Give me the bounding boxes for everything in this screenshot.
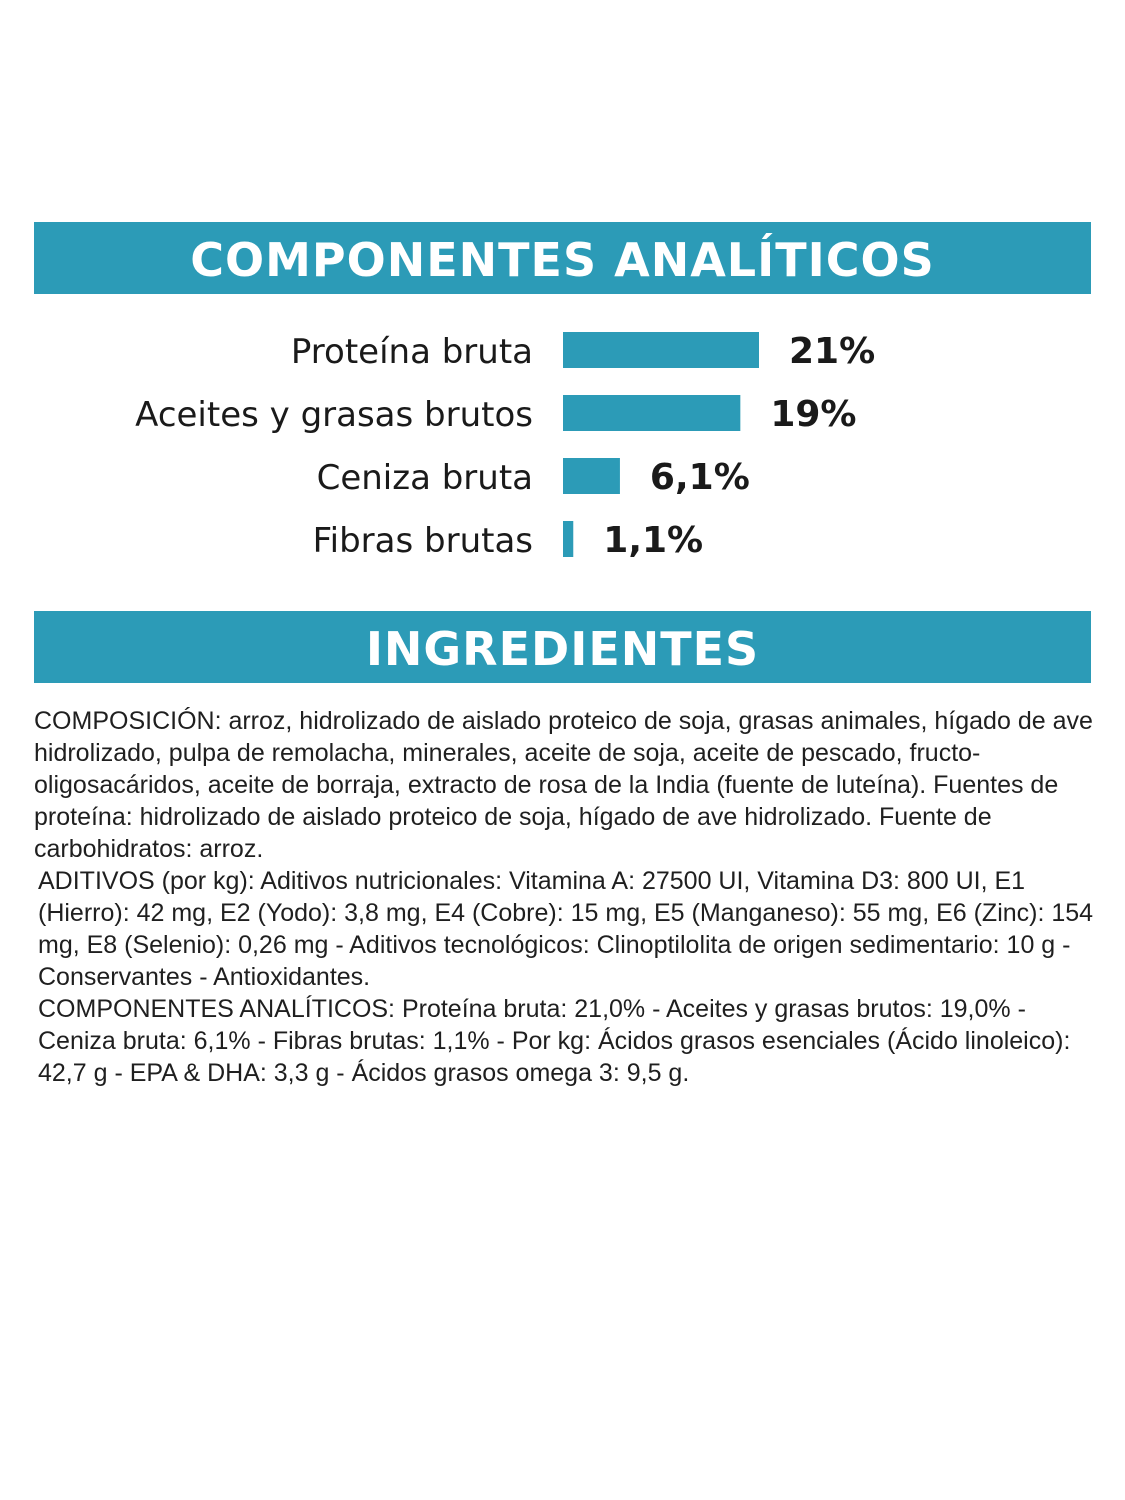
bar [563,458,620,494]
value-label: 1,1% [603,520,704,561]
bar [563,521,573,557]
analytical-components-header: COMPONENTES ANALÍTICOS [34,222,1091,294]
category-label: Aceites y grasas brutos [135,395,533,435]
category-label: Fibras brutas [312,521,533,561]
bar [563,395,740,431]
category-label: Ceniza bruta [316,458,533,498]
analytical-bar-chart [0,315,1125,585]
ingredients-header: INGREDIENTES [34,611,1091,683]
category-label: Proteína bruta [290,332,533,372]
value-label: 21% [789,331,876,372]
analytical-paragraph: COMPONENTES ANALÍTICOS: Proteína bruta: 21,0% - Aceites y grasas brutos: 19,0% - Ceniza bruta: 6,1% - Fibras brutas: 1,1% - Por kg: Ácidos grasos esenciales (Ácido linoleico): 42,7 g - EPA & DHA: 3,3 g - Ácidos grasos omega 3: 9,5 g. [38,995,1071,1087]
value-label: 19% [770,394,857,435]
additives-paragraph: ADITIVOS (por kg): Aditivos nutricionales: Vitamina A: 27500 UI, Vitamina D3: 800 UI, E1 (Hierro): 42 mg, E2 (Yodo): 3,8 mg, E4 (Cobre): 15 mg, E5 (Manganeso): 55 mg, E6 (Zinc): 154 mg, E8 (Selenio): 0,26 mg - Aditivos tecnológicos: Clinoptilolita de origen sedimentario: 10 g - Conservantes - Antioxidantes. [38,867,1094,991]
bar [563,332,759,368]
value-label: 6,1% [649,457,750,498]
composition-paragraph: COMPOSICIÓN: arroz, hidrolizado de aislado proteico de soja, grasas animales, hígado de ave hidrolizado, pulpa de remolacha, minerales, aceite de soja, aceite de pescado, fructo-oligosacáridos, aceite de borraja, extracto de rosa de la India (fuente de luteína). Fuentes de proteína: hidrolizado de aislado proteico de soja, hígado de ave hidrolizado. Fuente de carbohidratos: arroz. [34,707,1093,863]
ingredients-text [34,705,1094,1089]
